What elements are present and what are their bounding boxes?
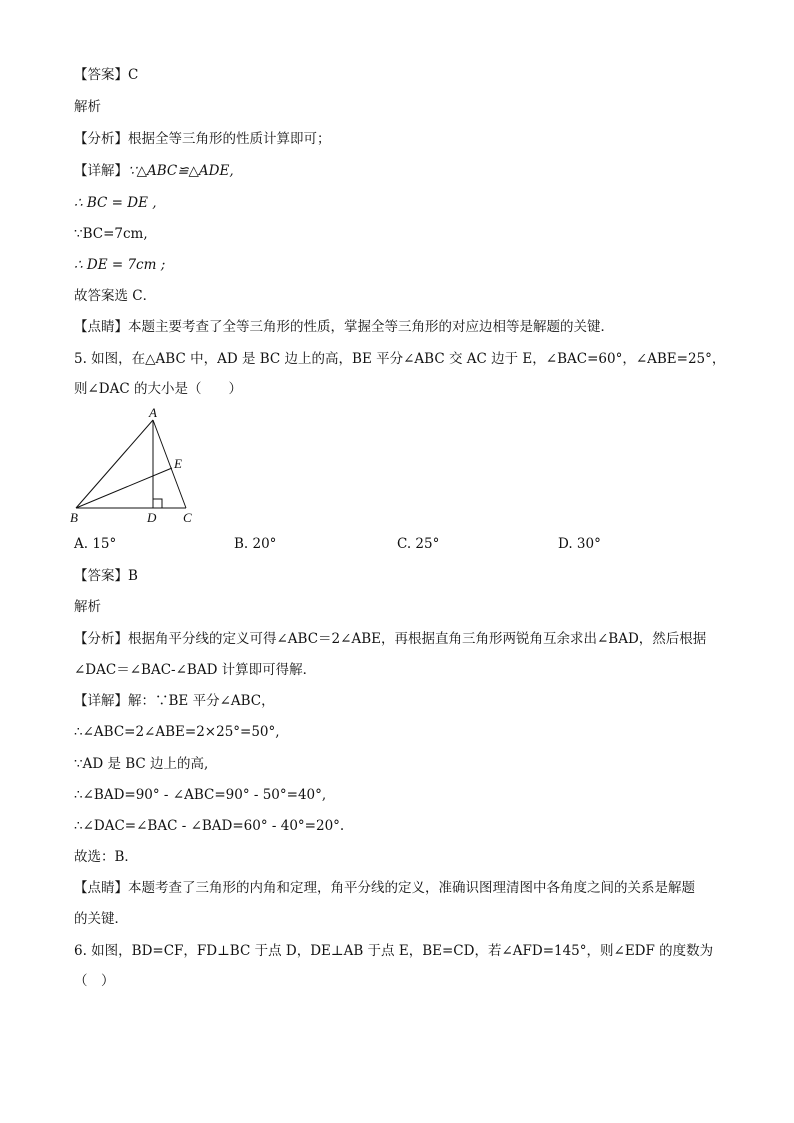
q4-detail-line-2: ∴ BC = DE , (74, 195, 157, 211)
comment-tag: 【点睛】 (74, 880, 128, 896)
answer-tag: 【答案】 (74, 568, 128, 584)
right-angle-mark (153, 499, 162, 508)
option-d: D. 30° (558, 536, 601, 552)
detail-text: ∵△ABC≌△ADE, (128, 163, 234, 179)
q5-answer-line (74, 567, 138, 585)
fenxi-text: 根据全等三角形的性质计算即可； (128, 131, 331, 147)
q5-stem-line-1: 5. 如图，在△ABC 中，AD 是 BC 边上的高，BE 平分∠ABC 交 AC 边于 E，∠BAC=60°，∠ABE=25°， (74, 351, 726, 367)
option-b: B. 20° (234, 536, 277, 552)
q5-options (74, 536, 714, 554)
q5-detail-line-2: ∴∠ABC=2∠ABE=2×25°=50°, (74, 724, 280, 740)
q5-stem-line-2: 则∠DAC 的大小是（ ） (74, 381, 243, 397)
q4-analysis-heading: 解析 (74, 99, 101, 115)
label-e: E (174, 456, 182, 471)
fenxi-tag: 【分析】 (74, 131, 128, 147)
comment-text: 本题主要考查了全等三角形的性质，掌握全等三角形的对应边相等是解题的关键． (128, 319, 614, 335)
label-b: B (70, 510, 78, 525)
q5-fenxi-line-1 (74, 630, 706, 648)
q4-detail-line-3: ∵BC=7cm, (74, 226, 148, 242)
q6-stem-line-2: （ ） (74, 973, 115, 989)
q4-fenxi-line (74, 130, 331, 148)
fenxi-tag: 【分析】 (74, 631, 128, 647)
q5-detail-line-3: ∵AD 是 BC 边上的高, (74, 756, 209, 772)
option-a: A. 15° (74, 536, 117, 552)
detail-text: 解：∵BE 平分∠ABC， (128, 693, 275, 709)
q5-fenxi-line-2: ∠DAC＝∠BAC-∠BAD 计算即可得解． (74, 662, 317, 678)
q5-conclusion: 故选：B． (74, 849, 138, 865)
triangle-diagram (66, 404, 206, 528)
q4-comment-line (74, 318, 614, 336)
label-a: A (149, 405, 157, 420)
q4-detail-line-4: ∴ DE = 7cm ; (74, 257, 166, 273)
option-c: C. 25° (397, 536, 440, 552)
answer-value: B (128, 568, 138, 584)
fenxi-text: 根据角平分线的定义可得∠ABC＝2∠ABE，再根据直角三角形两锐角互余求出∠BAD，然后根据 (128, 631, 707, 647)
answer-value: C (128, 67, 139, 83)
q5-analysis-heading: 解析 (74, 599, 101, 615)
q5-detail-line-1 (74, 692, 275, 710)
q6-stem-line-1: 6. 如图，BD=CF，FD⊥BC 于点 D，DE⊥AB 于点 E，BE=CD，若∠AFD=145°，则∠EDF 的度数为 (74, 943, 714, 959)
triangle-figure (66, 404, 206, 528)
comment-text: 本题考查了三角形的内角和定理，角平分线的定义，准确识图理清图中各角度之间的关系是解题 (128, 880, 695, 896)
label-d: D (147, 510, 157, 525)
q4-detail-line-1 (74, 162, 234, 180)
q4-conclusion: 故答案选 C． (74, 288, 157, 304)
q4-answer-line (74, 66, 138, 84)
answer-tag: 【答案】 (74, 67, 128, 83)
q5-detail-line-4: ∴∠BAD=90° - ∠ABC=90° - 50°=40°, (74, 787, 327, 803)
comment-tag: 【点睛】 (74, 319, 128, 335)
detail-tag: 【详解】 (74, 163, 128, 179)
q5-comment-line-1 (74, 879, 695, 897)
side-ab (76, 420, 153, 508)
detail-tag: 【详解】 (74, 693, 128, 709)
bisector-be (76, 468, 172, 508)
label-c: C (183, 510, 192, 525)
q5-detail-line-5: ∴∠DAC=∠BAC - ∠BAD=60° - 40°=20°. (74, 818, 345, 834)
q5-comment-line-2: 的关键． (74, 911, 128, 927)
